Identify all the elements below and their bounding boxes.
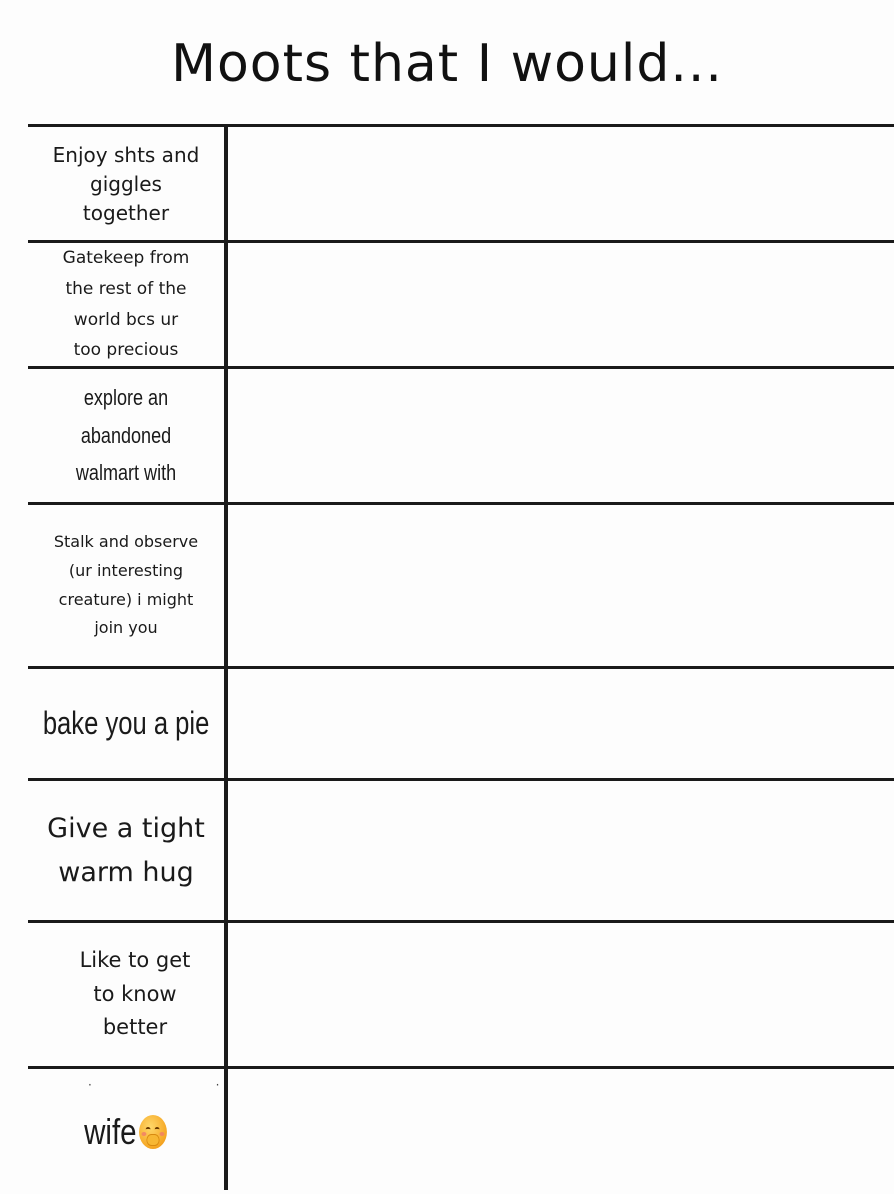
row-label-explore (46, 369, 207, 502)
row-label-line: better (102, 1015, 168, 1040)
row-label-line: bake you a pie (42, 705, 210, 741)
row-label-line: creature) i might (58, 589, 194, 609)
row-label-line: to know (93, 981, 177, 1006)
row-label-line: warm hug (58, 856, 194, 888)
row-label-wife (28, 1069, 224, 1194)
row-label-line: wife (84, 1110, 138, 1152)
row-label-gatekeep (28, 243, 224, 366)
row-label-line: giggles (90, 171, 162, 196)
stray-marks: · · (88, 1078, 280, 1092)
grid-line-top (28, 124, 894, 127)
row-label-line: the rest of the (65, 278, 187, 299)
row-label-line: world bcs ur (73, 309, 179, 330)
hand-over-mouth-blush-emoji-icon (140, 1115, 168, 1149)
row-label-line: (ur interesting (68, 560, 184, 580)
row-label-line: Give a tight (47, 813, 205, 845)
row-label-line: too precious (73, 340, 179, 361)
row-label-line: explore an (83, 385, 169, 411)
row-label-know-better (28, 923, 242, 1066)
row-label-line: abandoned (80, 422, 172, 448)
row-label-line: Gatekeep from (62, 248, 190, 269)
row-label-line: together (82, 200, 170, 225)
row-label-line: Like to get (79, 948, 191, 973)
page-title: Moots that I would... (171, 34, 723, 94)
row-label-line: join you (94, 618, 158, 638)
row-label-line: Enjoy shts and (52, 142, 200, 167)
row-label-enjoy (28, 128, 224, 240)
row-label-bake (28, 669, 224, 778)
row-label-line: walmart with (75, 460, 177, 486)
row-label-line: Stalk and observe (53, 531, 199, 551)
row-label-hug (28, 781, 224, 920)
row-label-stalk (28, 505, 224, 666)
